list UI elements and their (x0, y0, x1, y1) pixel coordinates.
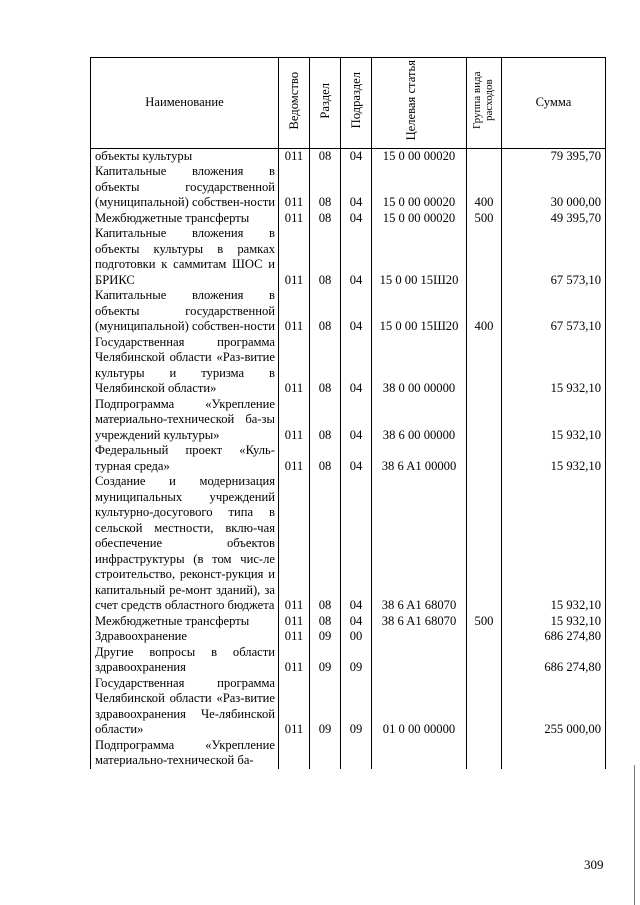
cell-vedomstvo: 011 (279, 443, 310, 474)
cell-razdel: 08 (310, 148, 341, 164)
cell-name: Капитальные вложения в объекты культуры в рамках подготовки к саммитам ШОС и БРИКС (91, 226, 279, 288)
cell-podrazdel: 00 (341, 629, 372, 645)
cell-gruppa (467, 443, 502, 474)
table-row (91, 164, 606, 211)
cell-name: Государственная программа Челябинской области «Раз-витие здравоохранения Че-лябинской области» (91, 676, 279, 738)
cell-summa: 30 000,00 (502, 164, 606, 211)
budget-table (90, 57, 606, 769)
cell-gruppa (467, 148, 502, 164)
cell-podrazdel: 04 (341, 211, 372, 227)
cell-summa: 15 932,10 (502, 443, 606, 474)
cell-razdel: 09 (310, 629, 341, 645)
cell-celevaya: 15 0 00 00020 (372, 164, 467, 211)
cell-gruppa: 500 (467, 211, 502, 227)
cell-name: Создание и модернизация муниципальных учреждений культурно-досугового типа в сельской местности, вклю-чая обеспечение объектов инфраструктуры (в том чис-ле строительство, реконст-рукция и капитальный ре-монт зданий), за счет средств областного бюджета (91, 474, 279, 614)
table-row (91, 443, 606, 474)
table-row (91, 676, 606, 738)
cell-celevaya: 15 0 00 15Ш20 (372, 288, 467, 335)
cell-vedomstvo: 011 (279, 288, 310, 335)
cell-podrazdel: 04 (341, 335, 372, 397)
cell-razdel: 08 (310, 397, 341, 444)
table-row (91, 474, 606, 614)
cell-vedomstvo: 011 (279, 645, 310, 676)
cell-vedomstvo: 011 (279, 148, 310, 164)
cell-vedomstvo: 011 (279, 335, 310, 397)
cell-celevaya: 38 6 A1 68070 (372, 614, 467, 630)
cell-summa: 15 932,10 (502, 335, 606, 397)
cell-podrazdel: 04 (341, 397, 372, 444)
table-row (91, 645, 606, 676)
cell-razdel: 08 (310, 614, 341, 630)
cell-name: Федеральный проект «Куль-турная среда» (91, 443, 279, 474)
header-summa: Сумма (502, 58, 606, 149)
cell-vedomstvo: 011 (279, 164, 310, 211)
cell-summa: 67 573,10 (502, 226, 606, 288)
table-row (91, 614, 606, 630)
cell-summa: 79 395,70 (502, 148, 606, 164)
cell-gruppa: 500 (467, 614, 502, 630)
cell-razdel: 08 (310, 335, 341, 397)
cell-summa: 49 395,70 (502, 211, 606, 227)
cell-gruppa (467, 335, 502, 397)
cell-celevaya (372, 629, 467, 645)
cell-summa: 15 932,10 (502, 474, 606, 614)
cell-gruppa (467, 397, 502, 444)
margin-line (634, 765, 635, 905)
table-row (91, 226, 606, 288)
header-razdel: Раздел (310, 58, 341, 149)
cell-gruppa: 400 (467, 164, 502, 211)
cell-gruppa: 400 (467, 288, 502, 335)
cell-vedomstvo: 011 (279, 614, 310, 630)
cell-podrazdel: 04 (341, 474, 372, 614)
cell-razdel: 08 (310, 443, 341, 474)
cell-gruppa (467, 226, 502, 288)
cell-podrazdel: 04 (341, 226, 372, 288)
cell-vedomstvo: 011 (279, 676, 310, 738)
cell-name: Капитальные вложения в объекты государственной (муниципальной) собствен-ности (91, 288, 279, 335)
table-row (91, 148, 606, 164)
cell-name: Государственная программа Челябинской области «Раз-витие культуры и туризма в Челябинской области» (91, 335, 279, 397)
cell-vedomstvo: 011 (279, 629, 310, 645)
cell-razdel (310, 738, 341, 769)
cell-summa (502, 738, 606, 769)
header-gruppa: Группа вида расходов (467, 58, 502, 149)
table-row (91, 288, 606, 335)
cell-podrazdel: 04 (341, 148, 372, 164)
cell-podrazdel (341, 738, 372, 769)
cell-gruppa (467, 738, 502, 769)
table-row (91, 629, 606, 645)
table-row (91, 397, 606, 444)
cell-summa: 686 274,80 (502, 629, 606, 645)
table-row (91, 738, 606, 769)
table-row (91, 211, 606, 227)
cell-gruppa (467, 629, 502, 645)
cell-podrazdel: 04 (341, 164, 372, 211)
cell-celevaya: 01 0 00 00000 (372, 676, 467, 738)
cell-name: Другие вопросы в области здравоохранения (91, 645, 279, 676)
cell-vedomstvo (279, 738, 310, 769)
cell-razdel: 08 (310, 474, 341, 614)
cell-summa: 15 932,10 (502, 397, 606, 444)
cell-summa: 255 000,00 (502, 676, 606, 738)
cell-podrazdel: 04 (341, 288, 372, 335)
cell-vedomstvo: 011 (279, 474, 310, 614)
page-number: 309 (584, 857, 604, 872)
cell-razdel: 09 (310, 676, 341, 738)
cell-celevaya: 38 6 00 00000 (372, 397, 467, 444)
cell-name: объекты культуры (91, 148, 279, 164)
cell-gruppa (467, 645, 502, 676)
cell-celevaya (372, 738, 467, 769)
cell-name: Подпрограмма «Укрепление материально-технической ба-зы учреждений культуры» (91, 397, 279, 444)
cell-celevaya: 38 6 A1 00000 (372, 443, 467, 474)
cell-razdel: 08 (310, 164, 341, 211)
cell-podrazdel: 09 (341, 645, 372, 676)
cell-summa: 15 932,10 (502, 614, 606, 630)
header-name: Наименование (91, 58, 279, 149)
cell-vedomstvo: 011 (279, 226, 310, 288)
table-header-row (91, 58, 606, 149)
cell-celevaya (372, 645, 467, 676)
header-podrazdel: Подраздел (341, 58, 372, 149)
cell-vedomstvo: 011 (279, 211, 310, 227)
cell-celevaya: 15 0 00 15Ш20 (372, 226, 467, 288)
cell-podrazdel: 04 (341, 614, 372, 630)
cell-celevaya: 15 0 00 00020 (372, 148, 467, 164)
cell-celevaya: 38 6 A1 68070 (372, 474, 467, 614)
cell-gruppa (467, 474, 502, 614)
table-body (91, 148, 606, 769)
cell-celevaya: 38 0 00 00000 (372, 335, 467, 397)
cell-name: Подпрограмма «Укрепление материально-технической ба- (91, 738, 279, 769)
cell-razdel: 09 (310, 645, 341, 676)
cell-name: Капитальные вложения в объекты государственной (муниципальной) собствен-ности (91, 164, 279, 211)
cell-summa: 67 573,10 (502, 288, 606, 335)
cell-podrazdel: 09 (341, 676, 372, 738)
cell-razdel: 08 (310, 211, 341, 227)
cell-razdel: 08 (310, 288, 341, 335)
cell-podrazdel: 04 (341, 443, 372, 474)
cell-vedomstvo: 011 (279, 397, 310, 444)
cell-name: Здравоохранение (91, 629, 279, 645)
cell-name: Межбюджетные трансферты (91, 211, 279, 227)
cell-gruppa (467, 676, 502, 738)
cell-razdel: 08 (310, 226, 341, 288)
cell-celevaya: 15 0 00 00020 (372, 211, 467, 227)
table-row (91, 335, 606, 397)
header-celevaya: Целевая статья (372, 58, 467, 149)
cell-summa: 686 274,80 (502, 645, 606, 676)
header-vedomstvo: Ведомство (279, 58, 310, 149)
cell-name: Межбюджетные трансферты (91, 614, 279, 630)
